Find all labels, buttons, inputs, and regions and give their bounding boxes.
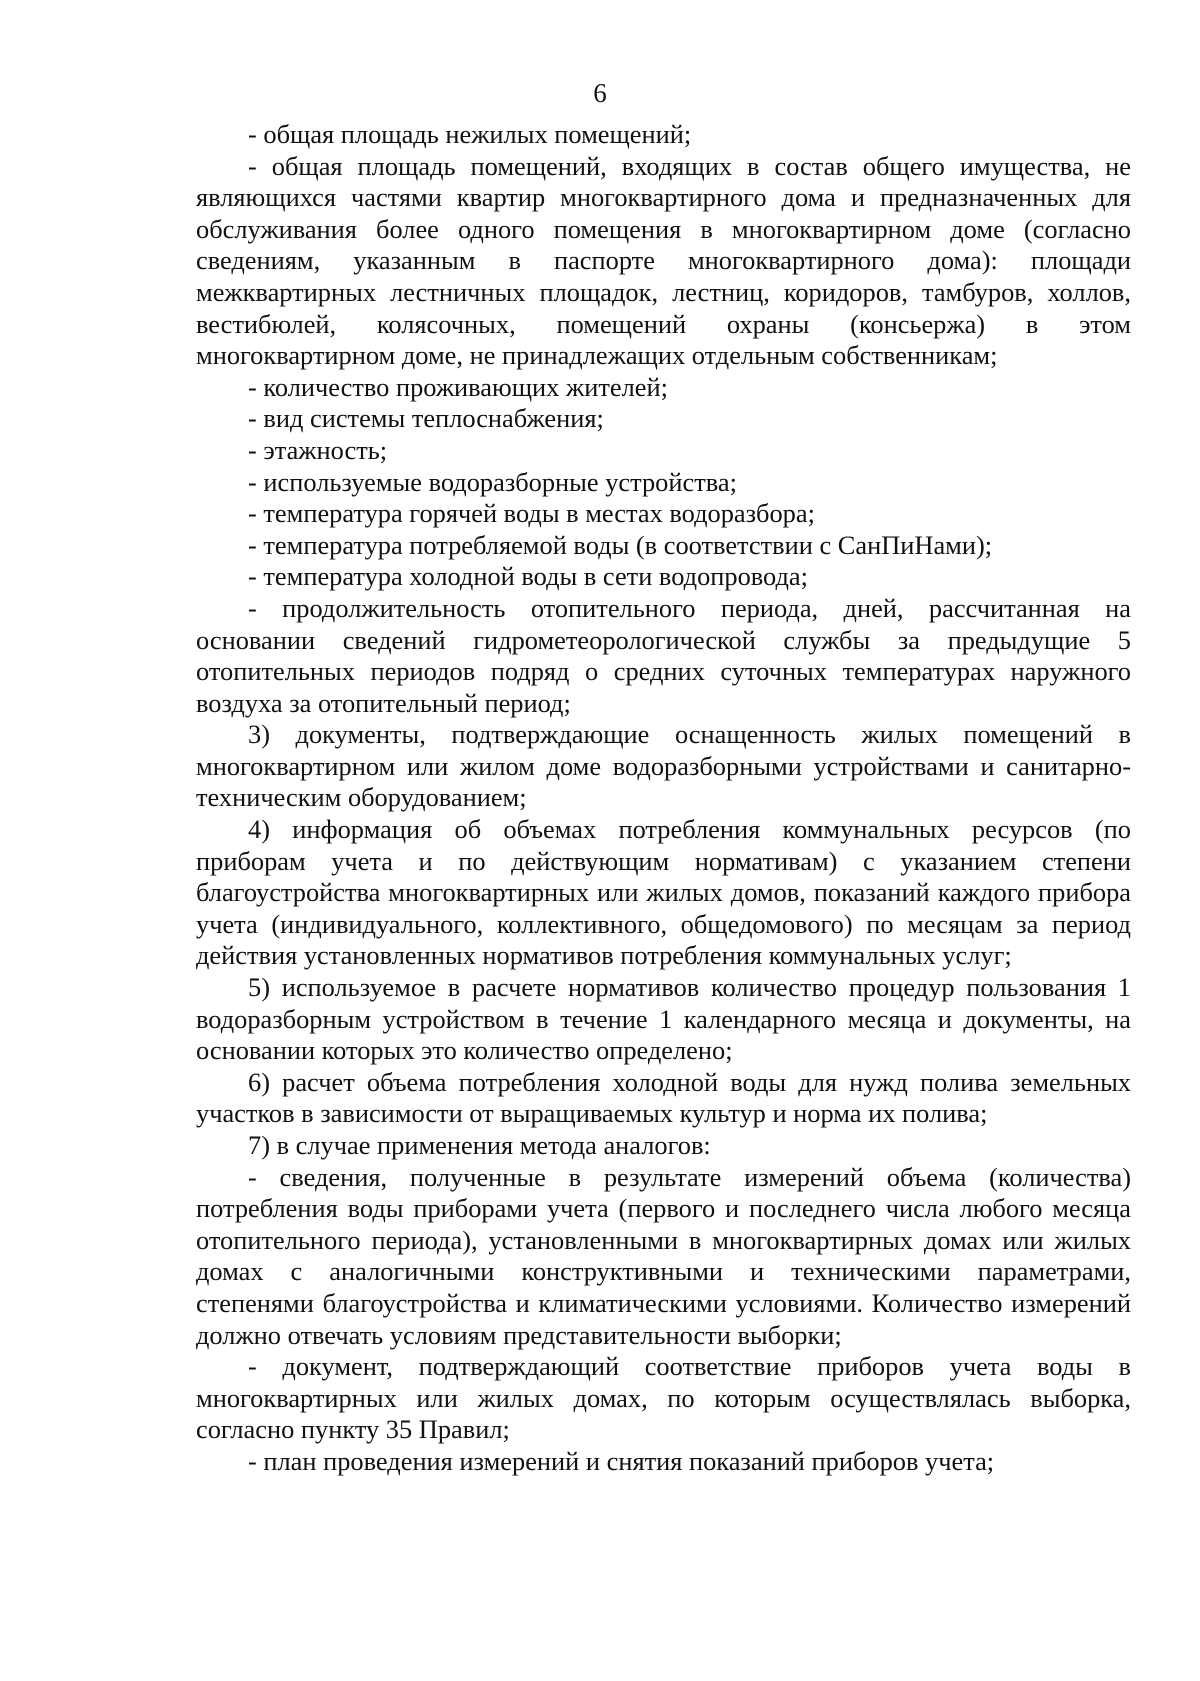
paragraph-item-7: 7) в случае применения метода аналогов: — [248, 1130, 711, 1160]
paragraph-item-4: 4) информация об объемах потребления коммунальных ресурсов (по приборам учета и по действующим нормативам) с указанием степени благоустройства многоквартирных или жилых домов, показаний каждого прибора учета (индивидуального, коллективного, общедомового) по месяцам за период действия установленных нормативов потребления коммунальных услуг; — [196, 814, 1131, 971]
paragraph-hot-water-temp: - температура горячей воды в местах водоразбора; — [248, 498, 815, 529]
paragraph-measurement-plan: - план проведения измерений и снятия показаний приборов учета; — [248, 1445, 995, 1476]
paragraph-heating-period: - продолжительность отопительного периода, дней, рассчитанная на основании сведений гидрометеорологической службы за предыдущие 5 отопительных периодов подряд о средних суточных температурах наружного воздуха за отопительный период; — [196, 592, 1131, 718]
paragraph-consumed-water-temp: - температура потребляемой воды (в соответствии с СанПиНами); — [248, 529, 993, 560]
paragraph-nonresidential-area: - общая площадь нежилых помещений; — [248, 119, 692, 149]
document-body — [196, 119, 1131, 1478]
paragraph-item-3: 3) документы, подтверждающие оснащенность жилых помещений в многоквартирном или жилом доме водоразборными устройствами и санитарно-техническим оборудованием; — [196, 719, 1131, 813]
paragraph-heating-system: - вид системы теплоснабжения; — [248, 403, 604, 434]
paragraph-common-property-area: - общая площадь помещений, входящих в состав общего имущества, не являющихся частями квартир многоквартирного дома и предназначенных для обслуживания более одного помещения в многоквартирном доме (согласно сведениям, указанным в паспорте многоквартирного дома): площади межквартирных лестничных площадок, лестниц, коридоров, тамбуров, холлов, вестибюлей, колясочных, помещений охраны (консьержа) в этом многоквартирном доме, не принадлежащих отдельным собственникам; — [196, 150, 1131, 371]
paragraph-item-5: 5) используемое в расчете нормативов количество процедур пользования 1 водоразборным устройством в течение 1 календарного месяца и документы, на основании которых это количество определено; — [196, 972, 1131, 1066]
paragraph-measurement-data: - сведения, полученные в результате измерений объема (количества) потребления воды приборами учета (первого и последнего числа любого месяца отопительного периода), установленными в многоквартирных домах или жилых домах с аналогичными конструктивными и техническими параметрами, степенями благоустройства и климатическими условиями. Количество измерений должно отвечать условиям представительности выборки; — [196, 1161, 1131, 1350]
paragraph-residents-count: - количество проживающих жителей; — [248, 371, 668, 402]
paragraph-water-devices: - используемые водоразборные устройства; — [248, 466, 737, 497]
paragraph-item-6: 6) расчет объема потребления холодной воды для нужд полива земельных участков в зависимости от выращиваемых культур и норма их полива; — [196, 1066, 1131, 1129]
paragraph-floors: - этажность; — [248, 434, 388, 465]
page-number: 6 — [593, 78, 607, 108]
paragraph-meter-compliance: - документ, подтверждающий соответствие приборов учета воды в многоквартирных или жилых домах, по которым осуществлялась выборка, согласно пункту 35 Правил; — [196, 1351, 1131, 1445]
paragraph-cold-water-temp: - температура холодной воды в сети водопровода; — [248, 561, 808, 592]
